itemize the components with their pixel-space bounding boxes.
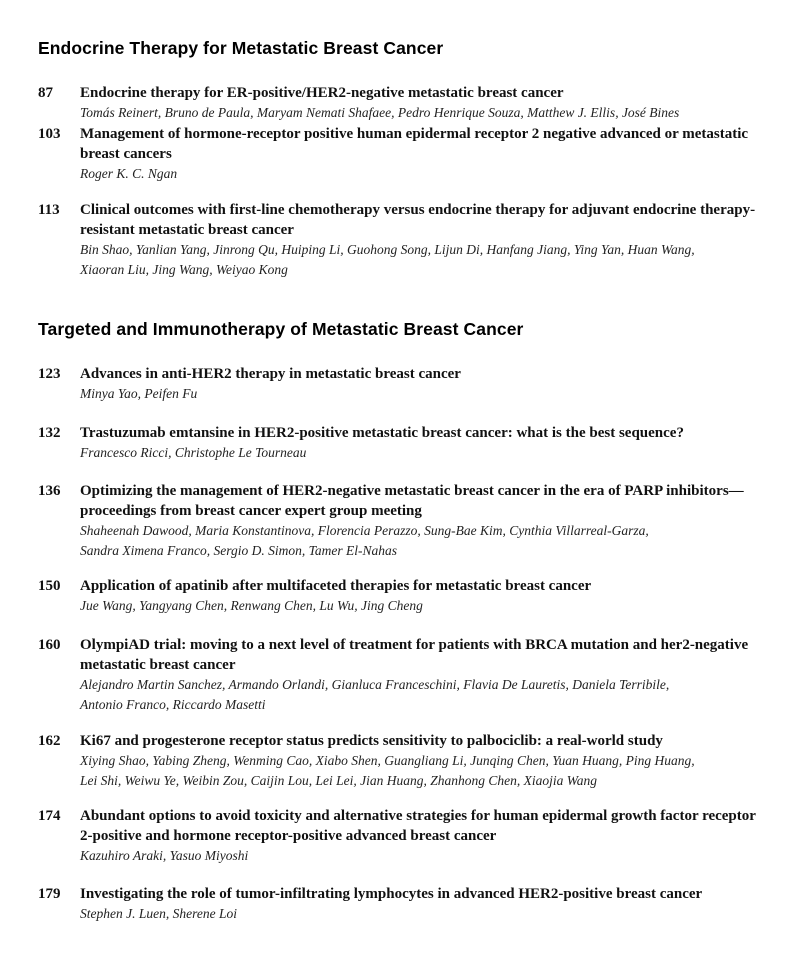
page-number: 150 xyxy=(38,578,61,594)
entry-body xyxy=(80,576,770,616)
section-heading: Targeted and Immunotherapy of Metastatic Breast Cancer xyxy=(38,319,524,339)
article-authors: Tomás Reinert, Bruno de Paula, Maryam Nemati Shafaee, Pedro Henrique Souza, Matthew J. Ellis, José Bines xyxy=(80,105,680,120)
entry-body xyxy=(80,481,770,561)
article-authors: Bin Shao, Yanlian Yang, Jinrong Qu, Huiping Li, Guohong Song, Lijun Di, Hanfang Jiang, Ying Yan, Huan Wang, xyxy=(80,242,695,257)
article-title: Ki67 and progesterone receptor status predicts sensitivity to palbociclib: a real-world study xyxy=(80,733,663,749)
page-number: 113 xyxy=(38,202,60,218)
page-number: 136 xyxy=(38,483,61,499)
entry-body xyxy=(80,884,770,924)
article-title: Abundant options to avoid toxicity and alternative strategies for human epidermal growth factor receptor 2-positive and hormone receptor-positive advanced breast cancer xyxy=(80,808,756,844)
page-number: 103 xyxy=(38,126,61,142)
article-authors: Shaheenah Dawood, Maria Konstantinova, Florencia Perazzo, Sung-Bae Kim, Cynthia Villarreal-Garza, xyxy=(80,523,649,538)
entry-body xyxy=(80,806,770,866)
article-authors: Alejandro Martin Sanchez, Armando Orlandi, Gianluca Franceschini, Flavia De Lauretis, Daniela Terribile, xyxy=(80,677,670,692)
article-title: Advances in anti-HER2 therapy in metastatic breast cancer xyxy=(80,366,461,382)
article-authors: Xiaoran Liu, Jing Wang, Weiyao Kong xyxy=(80,262,288,277)
article-title: Application of apatinib after multifaceted therapies for metastatic breast cancer xyxy=(80,578,592,594)
entry-body xyxy=(80,200,770,280)
article-authors: Lei Shi, Weiwu Ye, Weibin Zou, Caijin Lou, Lei Lei, Jian Huang, Zhanhong Chen, Xiaojia Wang xyxy=(80,773,598,788)
article-title: Management of hormone-receptor positive human epidermal receptor 2 negative advanced or metastatic breast cancers xyxy=(80,126,749,162)
article-title: Optimizing the management of HER2-negative metastatic breast cancer in the era of PARP inhibitors—proceedings from breast cancer expert group meeting xyxy=(80,483,744,519)
entry-body xyxy=(80,364,770,404)
page-number: 179 xyxy=(38,886,61,902)
entry-body xyxy=(80,83,770,123)
page-number: 123 xyxy=(38,366,61,382)
article-title: OlympiAD trial: moving to a next level of treatment for patients with BRCA mutation and her2-negative metastatic breast cancer xyxy=(80,637,749,673)
article-authors: Sandra Ximena Franco, Sergio D. Simon, Tamer El-Nahas xyxy=(80,543,397,558)
article-authors: Minya Yao, Peifen Fu xyxy=(80,386,198,401)
entry-body xyxy=(80,423,770,463)
section-heading: Endocrine Therapy for Metastatic Breast Cancer xyxy=(38,38,444,58)
page-number: 162 xyxy=(38,733,61,749)
article-authors: Francesco Ricci, Christophe Le Tourneau xyxy=(80,445,307,460)
article-authors: Xiying Shao, Yabing Zheng, Wenming Cao, Xiabo Shen, Guangliang Li, Junqing Chen, Yuan Huang, Ping Huang, xyxy=(80,753,695,768)
page-number: 160 xyxy=(38,637,61,653)
article-authors: Roger K. C. Ngan xyxy=(80,166,178,181)
article-title: Endocrine therapy for ER-positive/HER2-negative metastatic breast cancer xyxy=(80,85,564,101)
article-authors: Antonio Franco, Riccardo Masetti xyxy=(80,697,266,712)
article-authors: Stephen J. Luen, Sherene Loi xyxy=(80,906,237,921)
entry-body xyxy=(80,124,770,184)
article-authors: Kazuhiro Araki, Yasuo Miyoshi xyxy=(80,848,249,863)
entry-body xyxy=(80,635,770,715)
page-number: 174 xyxy=(38,808,61,824)
article-title: Trastuzumab emtansine in HER2-positive metastatic breast cancer: what is the best sequence? xyxy=(80,425,684,441)
article-title: Investigating the role of tumor-infiltrating lymphocytes in advanced HER2-positive breast cancer xyxy=(80,886,703,902)
article-authors: Jue Wang, Yangyang Chen, Renwang Chen, Lu Wu, Jing Cheng xyxy=(80,598,423,613)
entry-body xyxy=(80,731,770,791)
page-number: 87 xyxy=(38,85,53,101)
article-title: Clinical outcomes with first-line chemotherapy versus endocrine therapy for adjuvant endocrine therapy-resistant metastatic breast cancer xyxy=(80,202,756,238)
page-number: 132 xyxy=(38,425,61,441)
